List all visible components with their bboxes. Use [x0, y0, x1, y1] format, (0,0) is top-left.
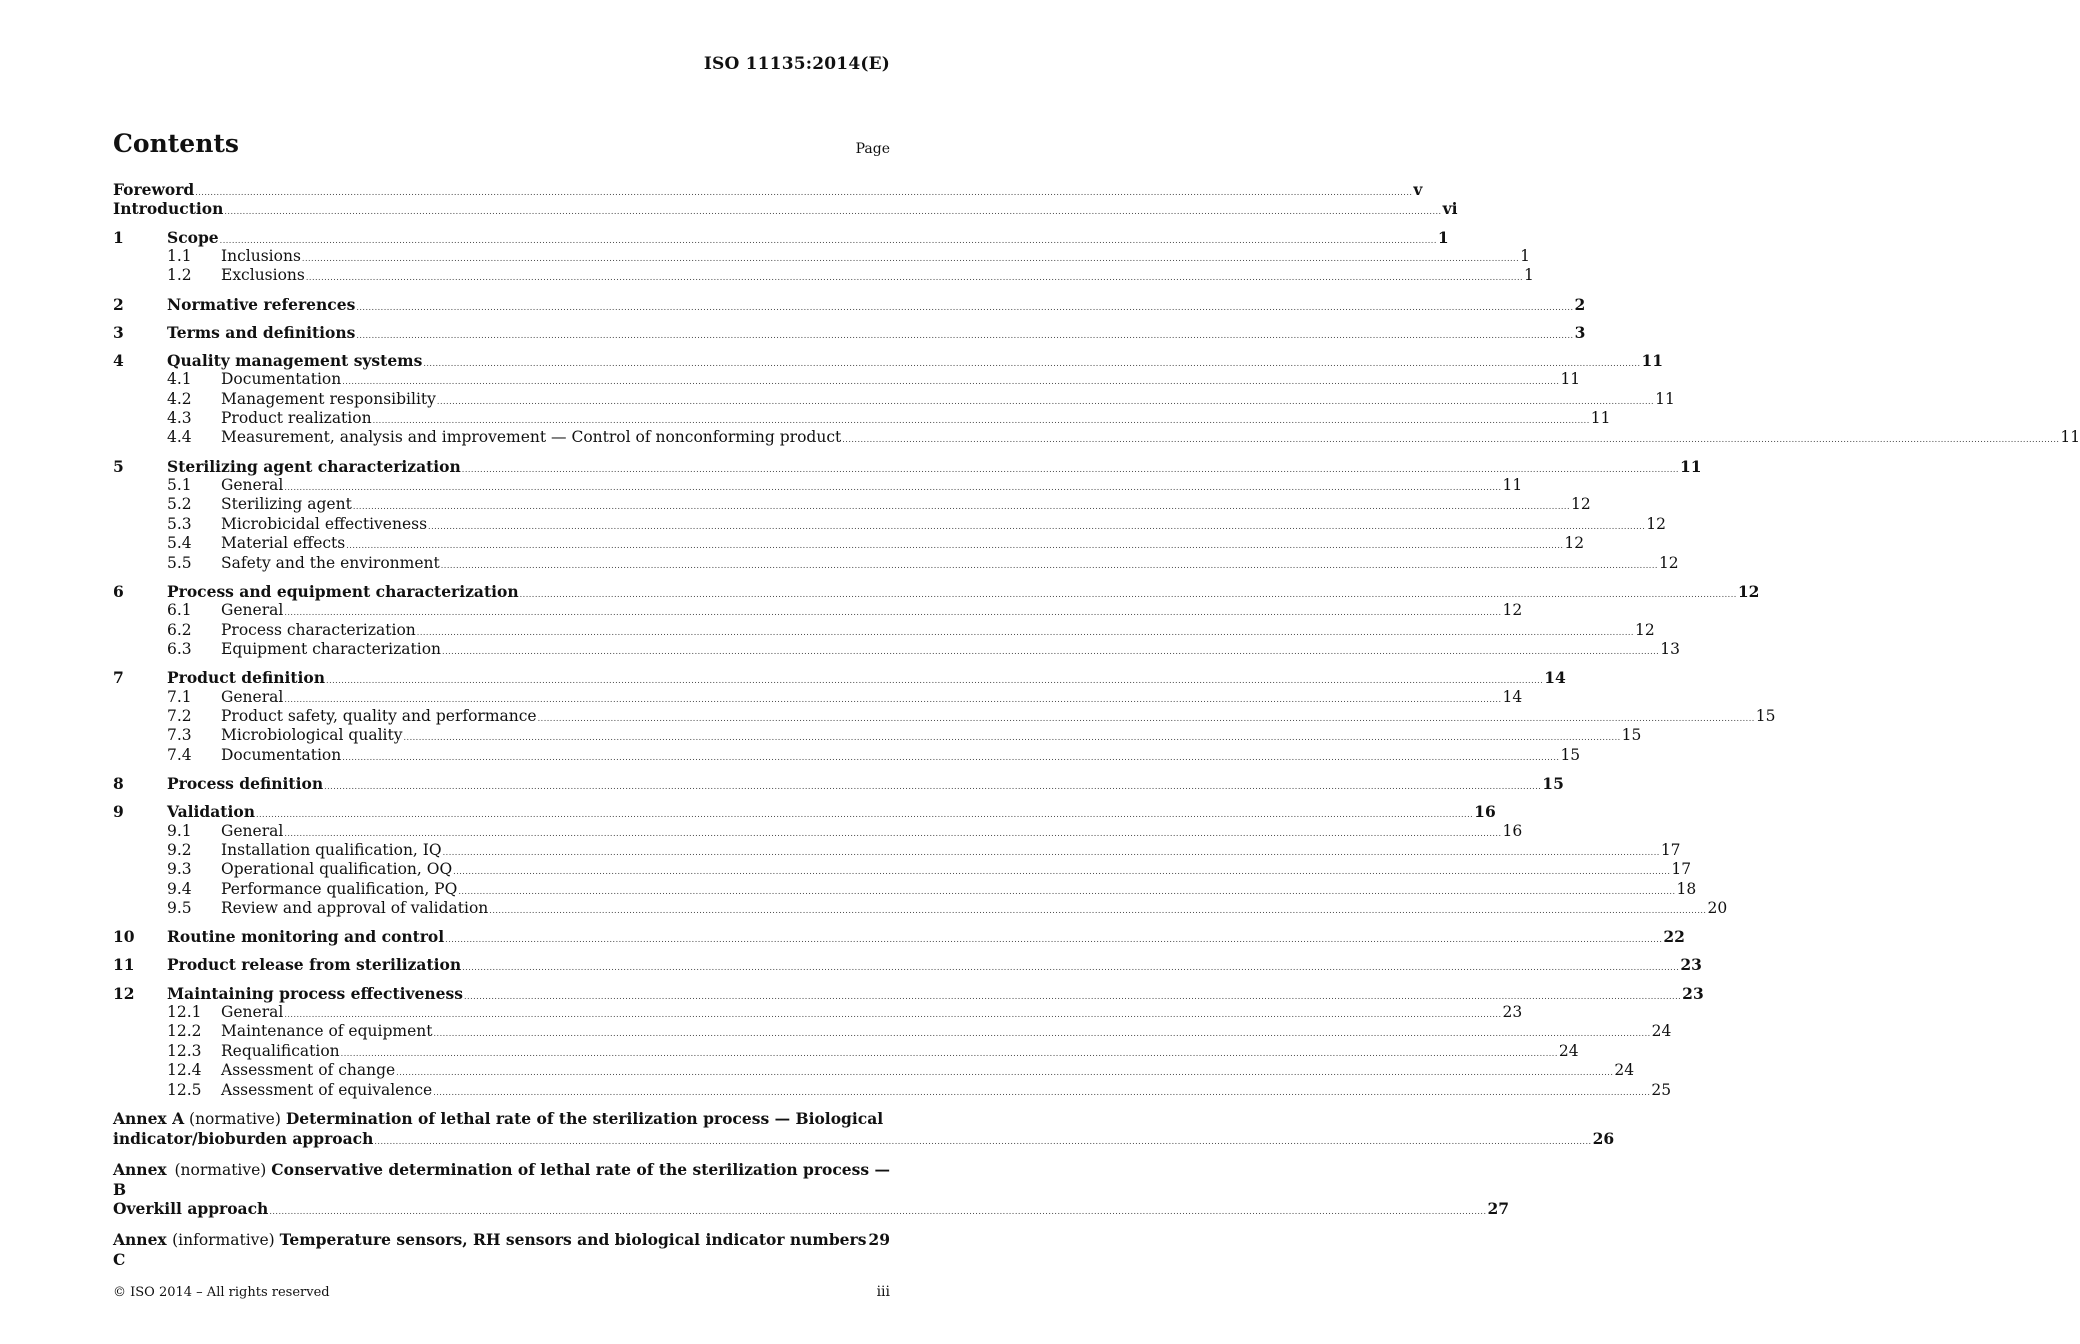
annex-page: 26 [1592, 1129, 1615, 1149]
dot-leader: ................................................................................................................................................................................................................................................................................................................................................................................................................ [324, 781, 1542, 791]
toc-entry-number: 7.2 [167, 706, 192, 725]
dot-leader: ................................................................................................................................................................................................................................................................................................................................................................................................................ [442, 847, 1660, 857]
dot-leader: ................................................................................................................................................................................................................................................................................................................................................................................................................ [374, 1137, 1592, 1147]
toc-entry-title: Product release from sterilization [167, 955, 462, 975]
dot-leader: ................................................................................................................................................................................................................................................................................................................................................................................................................ [195, 188, 1413, 197]
dot-leader: ................................................................................................................................................................................................................................................................................................................................................................................................................ [519, 589, 1737, 599]
dot-leader: ................................................................................................................................................................................................................................................................................................................................................................................................................ [340, 1048, 1558, 1058]
annex-entry[interactable] [113, 1160, 1510, 1221]
toc-entry-title: Product safety, quality and performance [221, 706, 537, 725]
toc-entry-page: 15 [1542, 773, 1564, 793]
toc-entry[interactable] [113, 983, 1704, 1003]
toc-entry-title: Product realization [221, 409, 372, 428]
toc-entry-number: 5.5 [167, 553, 192, 572]
toc-entry-title: General [221, 821, 284, 840]
toc-entry-number: 3 [113, 322, 124, 342]
dot-leader: ................................................................................................................................................................................................................................................................................................................................................................................................................ [423, 358, 1641, 368]
toc-entry-page: 17 [1671, 860, 1692, 879]
toc-entry-page: 23 [1680, 955, 1702, 975]
toc-entry-number: 1 [113, 227, 124, 247]
annex-title: Determination of lethal rate of the sterilization process — Biological [285, 1108, 884, 1128]
toc-entry-number: 9.3 [167, 860, 192, 879]
toc-entry-title: Process definition [167, 773, 324, 793]
toc-entry-number: 4.2 [167, 389, 192, 408]
toc-entry-number: 4 [113, 350, 124, 370]
toc-entry[interactable] [113, 553, 1679, 573]
toc-entry-number: 5.1 [167, 476, 192, 495]
toc-entry[interactable] [113, 370, 1581, 389]
dot-leader: ................................................................................................................................................................................................................................................................................................................................................................................................................ [842, 435, 2060, 445]
toc-entry-page: 1 [1520, 246, 1530, 265]
dot-leader: ................................................................................................................................................................................................................................................................................................................................................................................................................ [445, 935, 1663, 945]
toc-entry-page: 12 [1564, 534, 1585, 553]
toc-entry-number: 7.1 [167, 687, 192, 706]
toc-entry-page: 17 [1660, 840, 1681, 859]
toc-entry-page: 12 [1571, 495, 1591, 514]
toc-entry-title: Operational qualification, OQ [221, 860, 453, 879]
dot-leader: ................................................................................................................................................................................................................................................................................................................................................................................................................ [342, 377, 1560, 387]
toc-entry-page: 3 [1574, 322, 1586, 342]
dot-leader: ................................................................................................................................................................................................................................................................................................................................................................................................................ [284, 694, 1502, 704]
toc-entry-title: General [221, 1003, 284, 1022]
toc-entry-page: 11 [1679, 456, 1702, 476]
toc-entry-title: Foreword [113, 180, 195, 199]
toc-entry-number: 9.1 [167, 821, 192, 840]
toc-entry[interactable] [113, 639, 1680, 659]
toc-entry-page: 23 [1502, 1003, 1523, 1022]
toc-entry[interactable] [113, 409, 1611, 428]
dot-leader: ................................................................................................................................................................................................................................................................................................................................................................................................................ [453, 867, 1671, 877]
annex-entry[interactable] [113, 1108, 1615, 1152]
toc-entry[interactable] [113, 514, 1666, 534]
standard-id: ISO 11135:2014(E) [703, 54, 890, 74]
toc-entry-number: 12.1 [167, 1003, 202, 1022]
toc-entry[interactable] [113, 1041, 1579, 1061]
toc-entry-title: Assessment of change [221, 1061, 396, 1080]
toc-entry-page: 12 [1658, 553, 1679, 572]
toc-entry[interactable] [113, 428, 2080, 447]
toc-entry[interactable] [113, 601, 1523, 620]
toc-entry-title: General [221, 687, 284, 706]
toc-entry[interactable] [113, 687, 1523, 707]
annex-page: 29 [868, 1230, 890, 1250]
toc-entry-page: 12 [1646, 514, 1666, 533]
annex-entry[interactable] [113, 1230, 890, 1269]
dot-leader: ................................................................................................................................................................................................................................................................................................................................................................................................................ [269, 1207, 1487, 1217]
dot-leader: ................................................................................................................................................................................................................................................................................................................................................................................................................ [436, 396, 1655, 406]
toc-entry-page: 11 [1560, 370, 1581, 389]
toc-entry-title: Maintaining process effectiveness [167, 983, 463, 1003]
toc-entry[interactable] [113, 322, 1586, 342]
dot-leader: ................................................................................................................................................................................................................................................................................................................................................................................................................ [463, 991, 1682, 1001]
dot-leader: ................................................................................................................................................................................................................................................................................................................................................................................................................ [342, 752, 1560, 762]
toc-entry[interactable] [113, 456, 1702, 476]
toc-entry-title: Assessment of equivalence [221, 1080, 433, 1099]
toc-entry[interactable] [113, 180, 1423, 199]
toc-entry-title: General [221, 601, 284, 620]
toc-entry-page: 15 [1755, 706, 1776, 725]
toc-entry-page: 11 [1655, 389, 1675, 408]
toc-entry-page: v [1413, 180, 1423, 199]
toc-entry-number: 9.5 [167, 899, 192, 918]
dot-leader: ................................................................................................................................................................................................................................................................................................................................................................................................................ [428, 521, 1646, 531]
toc-entry-number: 6.2 [167, 620, 192, 639]
toc-entry-title: Sterilizing agent [221, 495, 352, 514]
toc-entry-number: 5.4 [167, 534, 192, 553]
dot-leader: ................................................................................................................................................................................................................................................................................................................................................................................................................ [352, 502, 1570, 512]
dot-leader: ................................................................................................................................................................................................................................................................................................................................................................................................................ [219, 235, 1437, 245]
toc-entry[interactable] [113, 745, 1581, 765]
toc-entry-page: 16 [1502, 821, 1523, 840]
toc-entry-page: 12 [1634, 620, 1655, 639]
toc-entry[interactable] [113, 955, 1702, 975]
toc-entry-number: 4.4 [167, 428, 192, 447]
toc-entry-number: 6.1 [167, 601, 192, 620]
toc-entry-title: Exclusions [221, 266, 305, 285]
toc-entry-page: 14 [1544, 668, 1566, 688]
toc-entry-number: 7.3 [167, 726, 192, 745]
toc-entry-page: 11 [1641, 350, 1664, 370]
dot-leader: ................................................................................................................................................................................................................................................................................................................................................................................................................ [403, 733, 1621, 743]
page-column-label: Page [855, 141, 890, 157]
toc-entry-number: 2 [113, 294, 124, 314]
dot-leader: ................................................................................................................................................................................................................................................................................................................................................................................................................ [462, 963, 1680, 973]
toc-entry-title: Material effects [221, 534, 346, 553]
dot-leader: ................................................................................................................................................................................................................................................................................................................................................................................................................ [356, 330, 1574, 340]
toc-entry[interactable] [113, 581, 1760, 601]
toc-entry-number: 10 [113, 927, 135, 947]
toc-entry-number: 12.2 [167, 1022, 202, 1041]
dot-leader: ................................................................................................................................................................................................................................................................................................................................................................................................................ [433, 1029, 1651, 1039]
dot-leader: ................................................................................................................................................................................................................................................................................................................................................................................................................ [442, 646, 1660, 656]
toc-entry-number: 9.4 [167, 879, 192, 898]
dot-leader: ................................................................................................................................................................................................................................................................................................................................................................................................................ [489, 906, 1707, 916]
toc-entry-number: 6.3 [167, 639, 192, 658]
toc-entry[interactable] [113, 899, 1728, 918]
toc-entry-title: Process characterization [221, 620, 416, 639]
toc-entry[interactable] [113, 350, 1664, 370]
toc-entry-title: Normative references [167, 294, 356, 314]
toc-entry-title: Scope [167, 227, 219, 247]
toc-entry-page: 12 [1737, 581, 1760, 601]
dot-leader: ................................................................................................................................................................................................................................................................................................................................................................................................................ [356, 302, 1574, 312]
dot-leader: ................................................................................................................................................................................................................................................................................................................................................................................................................ [326, 676, 1544, 686]
toc-entry-page: vi [1442, 199, 1458, 219]
toc-entry-number: 5 [113, 456, 124, 476]
dot-leader: ................................................................................................................................................................................................................................................................................................................................................................................................................ [372, 416, 1590, 426]
annex-title-continued: indicator/bioburden approach [113, 1129, 374, 1149]
toc-entry-title: Terms and definitions [167, 322, 356, 342]
toc-entry-title: Review and approval of validation [221, 899, 489, 918]
toc-entry[interactable] [113, 294, 1586, 314]
toc-entry-title: Requalification [221, 1041, 340, 1060]
toc-entry-number: 12.3 [167, 1041, 202, 1060]
toc-entry[interactable] [113, 802, 1496, 822]
toc-entry-page: 24 [1558, 1041, 1579, 1060]
dot-leader: ................................................................................................................................................................................................................................................................................................................................................................................................................ [284, 1010, 1502, 1020]
footer-copyright: © ISO 2014 – All rights reserved [113, 1285, 330, 1300]
dot-leader: ................................................................................................................................................................................................................................................................................................................................................................................................................ [284, 828, 1502, 838]
toc-entry-title: General [221, 476, 284, 495]
dot-leader: ................................................................................................................................................................................................................................................................................................................................................................................................................ [224, 207, 1442, 217]
toc-entry-title: Management responsibility [221, 389, 436, 408]
dot-leader: ................................................................................................................................................................................................................................................................................................................................................................................................................ [301, 253, 1520, 263]
dot-leader: ................................................................................................................................................................................................................................................................................................................................................................................................................ [346, 541, 1564, 551]
toc-entry[interactable] [113, 246, 1530, 266]
contents-title: Contents [113, 129, 240, 158]
toc-entry[interactable] [113, 668, 1566, 688]
table-of-contents [113, 180, 2080, 1269]
toc-entry-page: 12 [1502, 601, 1523, 620]
dot-leader: ................................................................................................................................................................................................................................................................................................................................................................................................................ [416, 627, 1634, 637]
toc-entry[interactable] [113, 620, 1655, 640]
toc-entry-title: Installation qualification, IQ [221, 840, 442, 859]
toc-entry-number: 9 [113, 802, 124, 822]
toc-entry-number: 5.3 [167, 514, 192, 533]
toc-entry-page: 1 [1524, 266, 1534, 285]
toc-entry-number: 5.2 [167, 495, 192, 514]
toc-entry-page: 23 [1682, 983, 1704, 1003]
toc-entry-page: 11 [2060, 428, 2080, 447]
toc-entry[interactable] [113, 840, 1681, 860]
toc-entry-title: Equipment characterization [221, 639, 442, 658]
dot-leader: ................................................................................................................................................................................................................................................................................................................................................................................................................ [255, 810, 1474, 820]
annex-type: (normative) [174, 1161, 267, 1180]
toc-entry-page: 20 [1707, 899, 1728, 918]
toc-entry-number: 11 [113, 955, 135, 975]
toc-entry-number: 4.3 [167, 409, 192, 428]
toc-entry-title: Measurement, analysis and improvement — Control of nonconforming product [221, 428, 842, 447]
toc-entry-title: Documentation [221, 370, 342, 389]
toc-entry-title: Quality management systems [167, 350, 423, 370]
toc-entry-number: 7 [113, 668, 124, 688]
annex-label: Annex C [113, 1230, 167, 1269]
toc-entry-page: 24 [1651, 1022, 1672, 1041]
toc-entry-page: 13 [1660, 639, 1680, 658]
toc-entry[interactable] [113, 1022, 1672, 1041]
dot-leader: ................................................................................................................................................................................................................................................................................................................................................................................................................ [537, 713, 1755, 723]
toc-entry[interactable] [113, 389, 1675, 409]
toc-entry-page: 15 [1560, 745, 1581, 764]
annex-type: (informative) [172, 1231, 275, 1250]
annex-type: (normative) [189, 1109, 281, 1128]
dot-leader: ................................................................................................................................................................................................................................................................................................................................................................................................................ [396, 1068, 1614, 1078]
toc-entry-title: Safety and the environment [221, 553, 440, 572]
toc-entry-page: 2 [1574, 294, 1586, 314]
toc-entry[interactable] [113, 821, 1523, 841]
toc-entry[interactable] [113, 773, 1564, 793]
toc-entry-title: Performance qualification, PQ [221, 879, 458, 898]
toc-entry-title: Microbicidal effectiveness [221, 514, 428, 533]
toc-entry-title: Documentation [221, 745, 342, 764]
toc-entry[interactable] [113, 1061, 1635, 1080]
annex-label: Annex A [113, 1108, 185, 1128]
toc-entry-title: Routine monitoring and control [167, 927, 445, 947]
dot-leader: ................................................................................................................................................................................................................................................................................................................................................................................................................ [305, 273, 1524, 283]
toc-entry-title: Introduction [113, 199, 224, 219]
dot-leader: ................................................................................................................................................................................................................................................................................................................................................................................................................ [458, 886, 1676, 896]
toc-entry-title: Maintenance of equipment [221, 1022, 433, 1041]
annex-title: Conservative determination of lethal rate of the sterilization process — [271, 1160, 890, 1180]
toc-entry-page: 22 [1663, 927, 1685, 947]
annex-title: Temperature sensors, RH sensors and biological indicator numbers [279, 1230, 867, 1250]
toc-entry-number: 12.5 [167, 1080, 202, 1099]
dot-leader: ................................................................................................................................................................................................................................................................................................................................................................................................................ [440, 560, 1658, 570]
toc-entry-number: 8 [113, 773, 124, 793]
toc-entry-page: 15 [1621, 726, 1642, 745]
toc-entry-page: 11 [1590, 409, 1611, 428]
toc-entry-page: 14 [1502, 687, 1523, 706]
toc-entry-title: Process and equipment characterization [167, 581, 519, 601]
toc-entry-page: 11 [1502, 476, 1523, 495]
toc-entry-number: 4.1 [167, 370, 192, 389]
annex-label: Annex B [113, 1160, 167, 1199]
toc-entry[interactable] [113, 1003, 1523, 1022]
toc-entry-title: Sterilizing agent characterization [167, 456, 461, 476]
toc-entry-page: 16 [1474, 802, 1496, 822]
dot-leader: ................................................................................................................................................................................................................................................................................................................................................................................................................ [461, 464, 1679, 474]
dot-leader: ................................................................................................................................................................................................................................................................................................................................................................................................................ [433, 1087, 1651, 1097]
toc-entry-title: Inclusions [221, 246, 301, 265]
annex-title-continued: Overkill approach [113, 1199, 269, 1219]
toc-entry-number: 12.4 [167, 1061, 202, 1080]
toc-entry[interactable] [113, 1080, 1672, 1100]
toc-entry-number: 9.2 [167, 840, 192, 859]
toc-entry[interactable] [113, 199, 1458, 219]
toc-entry[interactable] [113, 495, 1591, 514]
footer-page-number: iii [876, 1284, 890, 1300]
toc-entry[interactable] [113, 726, 1642, 745]
toc-entry[interactable] [113, 534, 1585, 553]
toc-entry-number: 1.2 [167, 266, 192, 285]
toc-entry-title: Validation [167, 802, 255, 822]
toc-entry[interactable] [113, 266, 1534, 285]
toc-entry[interactable] [113, 927, 1685, 947]
toc-entry[interactable] [113, 706, 1776, 726]
toc-entry-page: 24 [1614, 1061, 1635, 1080]
toc-entry[interactable] [113, 879, 1697, 899]
toc-entry-number: 1.1 [167, 246, 192, 265]
dot-leader: ................................................................................................................................................................................................................................................................................................................................................................................................................ [284, 483, 1502, 493]
toc-entry-number: 6 [113, 581, 124, 601]
dot-leader: ................................................................................................................................................................................................................................................................................................................................................................................................................ [284, 608, 1502, 618]
toc-entry-page: 25 [1651, 1080, 1672, 1099]
toc-entry[interactable] [113, 476, 1523, 495]
toc-entry-page: 1 [1437, 227, 1449, 247]
annex-page: 27 [1487, 1199, 1510, 1219]
toc-entry[interactable] [113, 860, 1692, 879]
toc-entry[interactable] [113, 227, 1449, 247]
toc-entry-page: 18 [1676, 879, 1697, 898]
toc-entry-number: 12 [113, 983, 135, 1003]
toc-entry-title: Microbiological quality [221, 726, 403, 745]
toc-entry-number: 7.4 [167, 745, 192, 764]
toc-entry-title: Product definition [167, 668, 326, 688]
